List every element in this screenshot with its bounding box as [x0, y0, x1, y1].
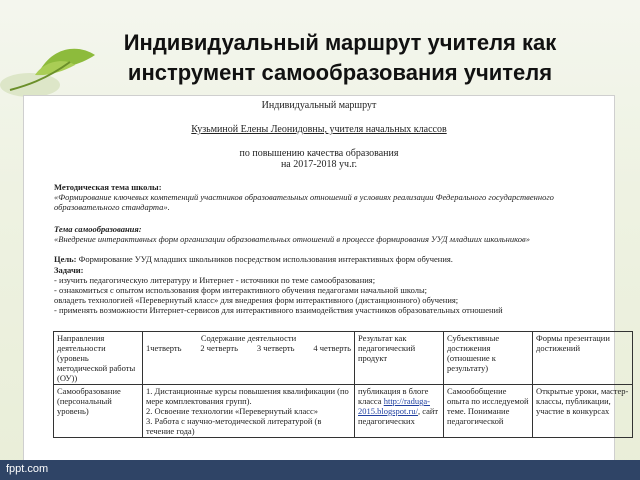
tasks-block	[54, 265, 614, 315]
task-item: - применять возможности Интернет-сервисов для интерактивного взаимодействия участников образовательных отношений	[54, 305, 503, 315]
header-content-title: Содержание деятельности	[200, 333, 297, 343]
row1-content-item: 1. Дистанционные курсы повышения квалификации (по мере комплектования групп).	[146, 386, 349, 406]
header-achievements: Субъективные достижения (отношение к результату)	[444, 332, 533, 385]
row1-presentation: Открытые уроки, мастер-классы, публикации, участие в конкурсах	[533, 385, 633, 438]
school-theme-text: «Формирование ключевых компетенций участников образовательных отношений в условиях реализации Федерального государственного образовательного стандарта».	[54, 192, 554, 212]
table-header-row	[54, 332, 633, 385]
document-heading: Индивидуальный маршрут	[261, 100, 377, 111]
quarters-row	[146, 343, 351, 353]
row1-content-item: 2. Освоение технологии «Перевернутый класс»	[146, 406, 319, 416]
blog-link[interactable]: http://raduga-2015.blogspot.ru/	[358, 396, 430, 416]
row1-content-item: 3. Работа с научно-методической литературой (в течение года)	[146, 416, 322, 436]
self-theme-block	[54, 224, 614, 244]
header-quarter2: 2 четверть	[200, 343, 238, 353]
table-row	[54, 385, 633, 438]
document-teacher: Кузьминой Елены Леонидовны, учителя начальных классов	[191, 124, 447, 135]
header-directions: Направления деятельности (уровень методической работы (ОУ))	[54, 332, 143, 385]
school-theme-label: Методическая тема школы:	[54, 182, 162, 192]
document-topic: по повышению качества образования	[239, 148, 399, 159]
header-presentation: Формы презентации достижений	[533, 332, 633, 385]
footer-bar	[0, 460, 640, 480]
school-theme-block	[54, 182, 614, 212]
document-image	[23, 95, 629, 462]
header-content	[143, 332, 355, 385]
tasks-label: Задачи:	[54, 265, 84, 275]
self-theme-label: Тема самообразования:	[54, 224, 142, 234]
task-item: овладеть технологией «Перевернутый класс» для внедрения форм интерактивного (дистанционного) обучения;	[54, 295, 459, 305]
row1-achievements: Самообобщение опыта по исследуемой теме. Понимание педагогической	[444, 385, 533, 438]
goal-text: Формирование УУД младших школьников посредством использования интерактивных форм обучения.	[78, 254, 453, 264]
header-quarter3: 3 четверть	[256, 343, 295, 353]
row1-result	[355, 385, 444, 438]
document-year: на 2017-2018 уч.г.	[280, 159, 358, 170]
footer-brand: fppt.com	[6, 463, 49, 475]
slide-title-line2: инструмент самообразования учителя	[127, 60, 553, 85]
goal-block	[54, 254, 614, 264]
task-item: - изучить педагогическую литературу и Интернет - источники по теме самообразования;	[54, 275, 376, 285]
slide-title-line1: Индивидуальный маршрут учителя как	[123, 30, 557, 55]
task-item: - ознакомиться с опытом использования форм интерактивного обучения педагогами начальной школы;	[54, 285, 428, 295]
row1-result-tail: , сайт педагогических	[358, 406, 439, 426]
header-quarter1: 1четверть	[146, 343, 182, 353]
row1-directions: Самообразование (персональный уровень)	[54, 385, 143, 438]
row1-content	[143, 385, 355, 438]
header-quarter4: 4 четверть	[313, 343, 351, 353]
row1-result-text: публикация в блоге класса	[358, 386, 429, 406]
slide-title	[60, 28, 620, 88]
plan-table	[53, 331, 633, 438]
self-theme-text: «Внедрение интерактивных форм организации образовательных отношений в процессе формирования УУД младших школьников»	[54, 234, 530, 244]
header-result: Результат как педагогический продукт	[355, 332, 444, 385]
goal-label: Цель:	[54, 254, 77, 264]
